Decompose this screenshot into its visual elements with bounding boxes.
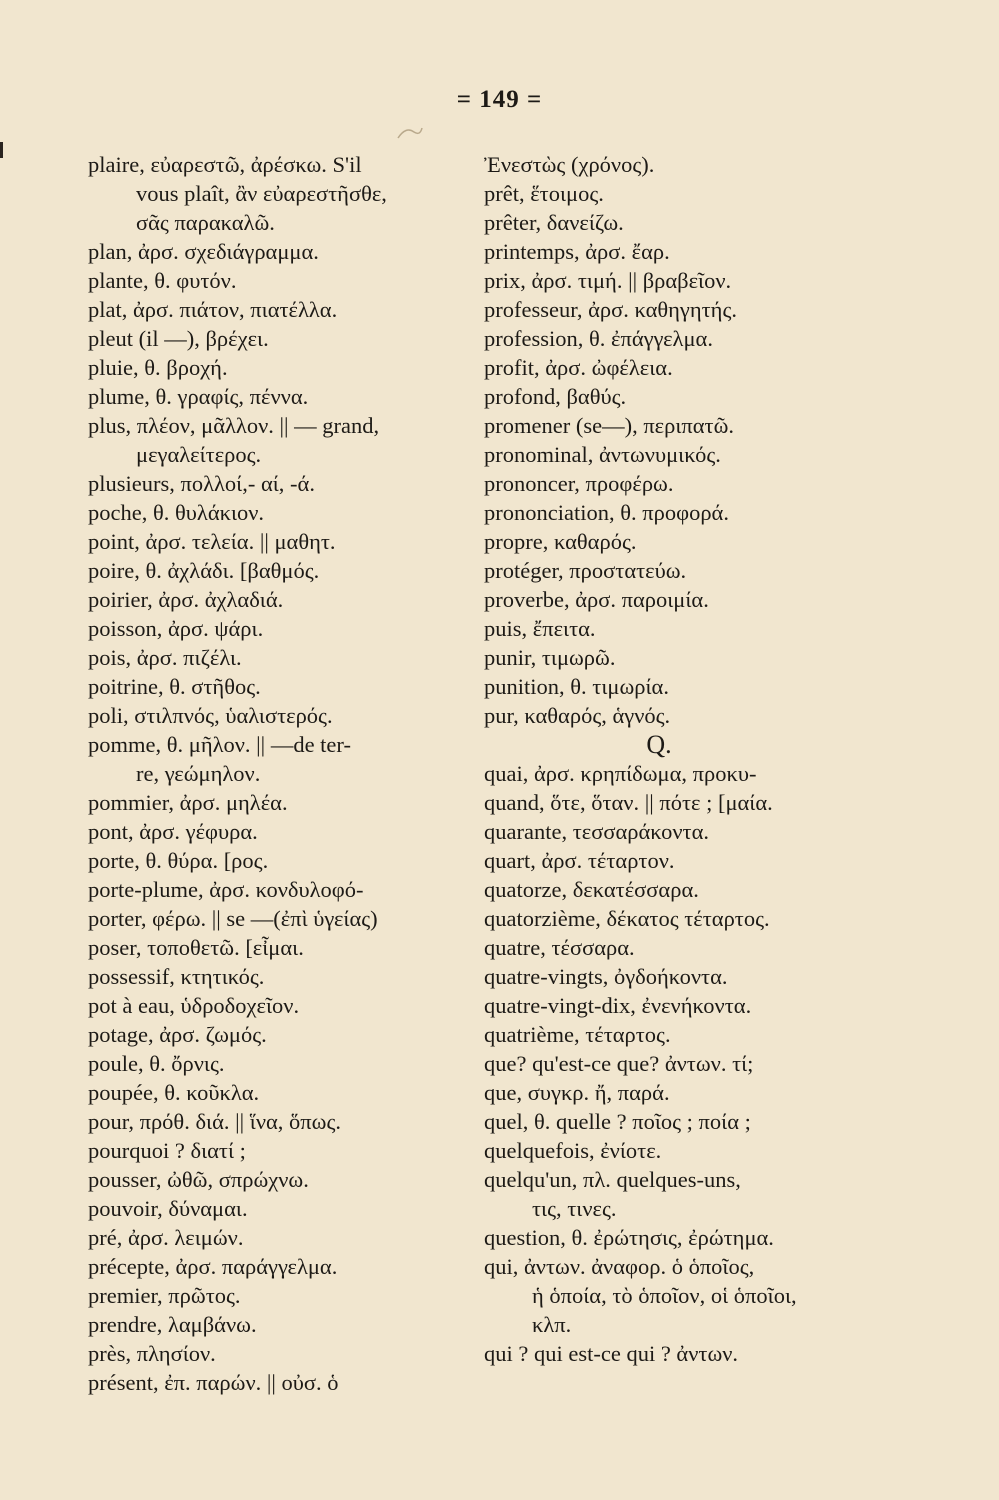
dictionary-entry: σᾶς παρακαλῶ. (136, 210, 275, 235)
dictionary-entry: poisson, ἀρσ. ψάρι. (88, 616, 264, 641)
dictionary-entry: prendre, λαμβάνω. (88, 1312, 257, 1337)
dictionary-entry: pot à eau, ὑδροδοχεῖον. (88, 993, 300, 1018)
dictionary-entry: quatorze, δεκατέσσαρα. (484, 877, 699, 902)
dictionary-entry: prononcer, προφέρω. (484, 471, 674, 496)
dictionary-entry: quarante, τεσσαράκοντα. (484, 819, 709, 844)
dictionary-entry: τις, τινες. (532, 1196, 617, 1221)
dictionary-entry: profession, θ. ἐπάγγελμα. (484, 326, 713, 351)
dictionary-entry: pronominal, ἀντωνυμικός. (484, 442, 721, 467)
dictionary-entry: prêt, ἕτοιμος. (484, 181, 604, 206)
dictionary-entry: plume, θ. γραφίς, πέννα. (88, 384, 309, 409)
section-letter-heading: Q. (646, 730, 672, 759)
dictionary-entry: quatre-vingts, ὀγδοήκοντα. (484, 964, 728, 989)
dictionary-entry: pois, ἀρσ. πιζέλι. (88, 645, 242, 670)
dictionary-entry: pour, πρόθ. διά. || ἵνα, ὅπως. (88, 1109, 342, 1134)
dictionary-entry: pourquoi ? διατί ; (88, 1138, 246, 1163)
dictionary-entry: profit, ἀρσ. ὠφέλεια. (484, 355, 673, 380)
dictionary-entry: pré, ἀρσ. λειμών. (88, 1225, 244, 1250)
dictionary-entry: présent, ἐπ. παρών. || οὐσ. ὁ (88, 1370, 339, 1395)
dictionary-entry: pluie, θ. βροχή. (88, 355, 228, 380)
dictionary-entry: propre, καθαρός. (484, 529, 637, 554)
dictionary-entry: plus, πλέον, μᾶλλον. || — grand, (88, 413, 380, 438)
dictionary-entry: plaire, εὐαρεστῶ, ἀρέσκω. S'il (88, 152, 362, 177)
dictionary-entry: quai, ἀρσ. κρηπίδωμα, προκυ- (484, 761, 757, 786)
dictionary-entry: μεγαλείτερος. (136, 442, 262, 467)
dictionary-entry: plusieurs, πολλοί,- αί, -ά. (88, 471, 315, 496)
dictionary-entry: près, πλησίον. (88, 1341, 216, 1366)
dictionary-entry: proverbe, ἀρσ. παροιμία. (484, 587, 709, 612)
dictionary-entry: pont, ἀρσ. γέφυρα. (88, 819, 258, 844)
dictionary-entry: potage, ἀρσ. ζωμός. (88, 1022, 267, 1047)
right-column (484, 150, 864, 1368)
dictionary-entry: quatrième, τέταρτος. (484, 1022, 671, 1047)
dictionary-entry: précepte, ἀρσ. παράγγελμα. (88, 1254, 338, 1279)
dictionary-entry: poli, στιλπνός, ὑαλιστερός. (88, 703, 333, 728)
dictionary-entry: point, ἀρσ. τελεία. || μαθητ. (88, 529, 336, 554)
dictionary-entry: quatre-vingt-dix, ἐνενήκοντα. (484, 993, 752, 1018)
left-column (88, 150, 468, 1397)
page-number: = 149 = (456, 86, 543, 113)
dictionary-entry: vous plaît, ἂν εὐαρεστῆσθε, (136, 181, 387, 206)
dictionary-entry: quatre, τέσσαρα. (484, 935, 635, 960)
ink-smudge (392, 122, 426, 144)
dictionary-entry: plante, θ. φυτόν. (88, 268, 237, 293)
dictionary-entry: poche, θ. θυλάκιον. (88, 500, 265, 525)
dictionary-entry: quand, ὅτε, ὅταν. || πότε ; [μαία. (484, 790, 773, 815)
dictionary-entry: Ἐνεστὼς (χρόνος). (484, 152, 655, 177)
dictionary-entry: puis, ἔπειτα. (484, 616, 596, 641)
dictionary-entry: qui, ἀντων. ἀναφορ. ὁ ὁποῖος, (484, 1254, 755, 1279)
dictionary-entry: re, γεώμηλον. (136, 761, 261, 786)
dictionary-entry: premier, πρῶτος. (88, 1283, 241, 1308)
dictionary-entry: pousser, ὠθῶ, σπρώχνω. (88, 1167, 309, 1192)
dictionary-entry: profond, βαθύς. (484, 384, 627, 409)
dictionary-entry: plat, ἀρσ. πιάτον, πιατέλλα. (88, 297, 338, 322)
dictionary-entry: pur, καθαρός, ἁγνός. (484, 703, 671, 728)
dictionary-entry: poupée, θ. κοῦκλα. (88, 1080, 260, 1105)
dictionary-entry: punir, τιμωρῶ. (484, 645, 616, 670)
dictionary-entry: pleut (il —), βρέχει. (88, 326, 269, 351)
dictionary-entry: prononciation, θ. προφορά. (484, 500, 729, 525)
dictionary-entry: quelqu'un, πλ. quelques-uns, (484, 1167, 741, 1192)
dictionary-entry: pomme, θ. μῆλον. || —de ter- (88, 732, 351, 757)
dictionary-entry: que? qu'est-ce que? ἀντων. τί; (484, 1051, 754, 1076)
dictionary-entry: poirier, ἀρσ. ἀχλαδιά. (88, 587, 284, 612)
dictionary-entry: plan, ἀρσ. σχεδιάγραμμα. (88, 239, 319, 264)
dictionary-entry: professeur, ἀρσ. καθηγητής. (484, 297, 737, 322)
dictionary-entry: pommier, ἀρσ. μηλέα. (88, 790, 288, 815)
dictionary-entry: prix, ἀρσ. τιμή. || βραβεῖον. (484, 268, 732, 293)
dictionary-entry: que, συγκρ. ἤ, παρά. (484, 1080, 670, 1105)
dictionary-entry: quatorzième, δέκατος τέταρτος. (484, 906, 770, 931)
dictionary-entry: ἡ ὁποία, τὸ ὁποῖον, οἱ ὁποῖοι, (532, 1283, 797, 1308)
dictionary-entry: poule, θ. ὄρνις. (88, 1051, 225, 1076)
dictionary-entry: qui ? qui est-ce qui ? ἀντων. (484, 1341, 739, 1366)
dictionary-entry: possessif, κτητικός. (88, 964, 265, 989)
dictionary-entry: porter, φέρω. || se —(ἐπὶ ὑγείας) (88, 906, 378, 931)
dictionary-entry: poire, θ. ἀχλάδι. [βαθμός. (88, 558, 320, 583)
dictionary-entry: prêter, δανείζω. (484, 210, 624, 235)
dictionary-entry: κλπ. (532, 1312, 572, 1337)
dictionary-entry: pouvoir, δύναμαι. (88, 1196, 248, 1221)
dictionary-entry: printemps, ἀρσ. ἔαρ. (484, 239, 670, 264)
dictionary-entry: promener (se—), περιπατῶ. (484, 413, 735, 438)
page-edge-mark (0, 142, 3, 158)
dictionary-entry: punition, θ. τιμωρία. (484, 674, 669, 699)
dictionary-entry: question, θ. ἐρώτησις, ἐρώτημα. (484, 1225, 774, 1250)
dictionary-entry: poser, τοποθετῶ. [εἶμαι. (88, 935, 304, 960)
dictionary-entry: poitrine, θ. στῆθος. (88, 674, 261, 699)
dictionary-entry: quart, ἀρσ. τέταρτον. (484, 848, 675, 873)
dictionary-entry: quel, θ. quelle ? ποῖος ; ποία ; (484, 1109, 751, 1134)
dictionary-entry: porte, θ. θύρα. [ρος. (88, 848, 269, 873)
dictionary-entry: porte-plume, ἀρσ. κονδυλοφό- (88, 877, 364, 902)
dictionary-entry: quelquefois, ἐνίοτε. (484, 1138, 662, 1163)
dictionary-entry: protéger, προστατεύω. (484, 558, 687, 583)
